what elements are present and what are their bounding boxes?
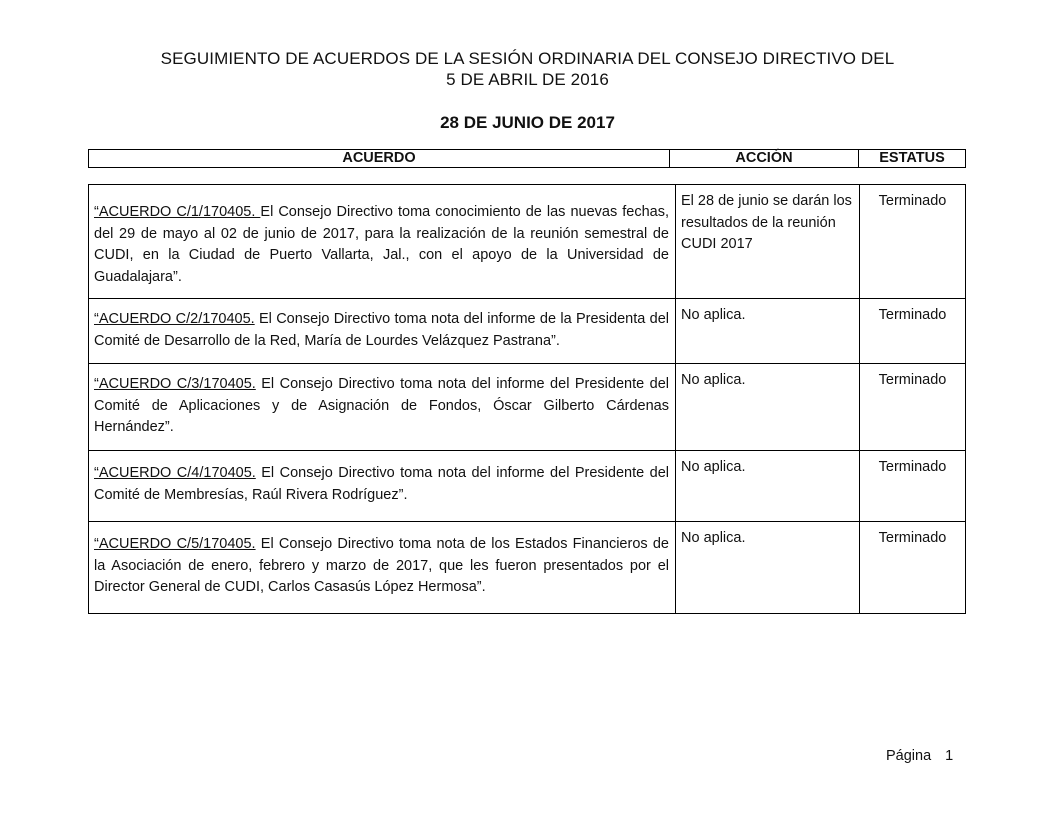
acuerdo-code: “ACUERDO C/4/170405.	[94, 465, 256, 481]
estatus-cell: Terminado	[860, 522, 966, 614]
document-date: 28 DE JUNIO DE 2017	[440, 113, 615, 132]
title-line-2: 5 DE ABRIL DE 2016	[446, 70, 609, 89]
header-acuerdo: ACUERDO	[89, 150, 670, 168]
acuerdo-code: “ACUERDO C/3/170405.	[94, 376, 256, 392]
estatus-cell: Terminado	[860, 451, 966, 522]
accion-cell: No aplica.	[676, 364, 860, 451]
table-row	[89, 299, 966, 364]
table-header	[88, 149, 966, 168]
acuerdo-text: El Consejo Directivo toma nota del informe de la Presidenta del Comité de Desarrollo de la Red, María de Lourdes Velázquez Pastrana”.	[94, 311, 669, 349]
acuerdo-text: El Consejo Directivo toma conocimiento de las nuevas fechas, del 29 de mayo al 02 de junio de 2017, para la realización de la reunión semestral de CUDI, en la Ciudad de Puerto Vallarta, Jal., con el apoyo de la Universidad de Guadalajara”.	[94, 204, 669, 285]
acuerdo-cell	[89, 299, 676, 364]
header-estatus: ESTATUS	[859, 150, 966, 168]
estatus-cell: Terminado	[860, 299, 966, 364]
title-line-1: SEGUIMIENTO DE ACUERDOS DE LA SESIÓN ORDINARIA DEL CONSEJO DIRECTIVO DEL	[160, 49, 895, 68]
table-row	[89, 364, 966, 451]
accion-cell: No aplica.	[676, 451, 860, 522]
page-number: 1	[945, 748, 954, 764]
accion-cell: No aplica.	[676, 522, 860, 614]
acuerdo-code: “ACUERDO C/1/170405.	[94, 204, 261, 220]
agreements-table	[88, 184, 966, 614]
estatus-cell: Terminado	[860, 185, 966, 299]
page-label: Página	[886, 748, 932, 764]
acuerdo-text: El Consejo Directivo toma nota del informe del Presidente del Comité de Membresías, Raúl Rivera Rodríguez”.	[94, 465, 669, 503]
header-accion: ACCIÓN	[670, 150, 859, 168]
acuerdo-cell	[89, 451, 676, 522]
page-footer	[886, 748, 953, 764]
document-title	[0, 48, 1055, 90]
acuerdo-code: “ACUERDO C/5/170405.	[94, 536, 256, 552]
table-row	[89, 522, 966, 614]
accion-cell: El 28 de junio se darán los resultados de la reunión CUDI 2017	[676, 185, 860, 299]
acuerdo-code: “ACUERDO C/2/170405.	[94, 311, 255, 327]
accion-cell: No aplica.	[676, 299, 860, 364]
acuerdo-cell	[89, 185, 676, 299]
acuerdo-cell	[89, 364, 676, 451]
acuerdo-text: El Consejo Directivo toma nota del informe del Presidente del Comité de Aplicaciones y de Asignación de Fondos, Óscar Gilberto Cárdenas Hernández”.	[94, 376, 669, 435]
table-row	[89, 451, 966, 522]
acuerdo-cell	[89, 522, 676, 614]
table-row	[89, 185, 966, 299]
estatus-cell: Terminado	[860, 364, 966, 451]
acuerdo-text: El Consejo Directivo toma nota de los Estados Financieros de la Asociación de enero, febrero y marzo de 2017, que les fueron presentados por el Director General de CUDI, Carlos Casasús López Hermosa”.	[94, 536, 669, 595]
